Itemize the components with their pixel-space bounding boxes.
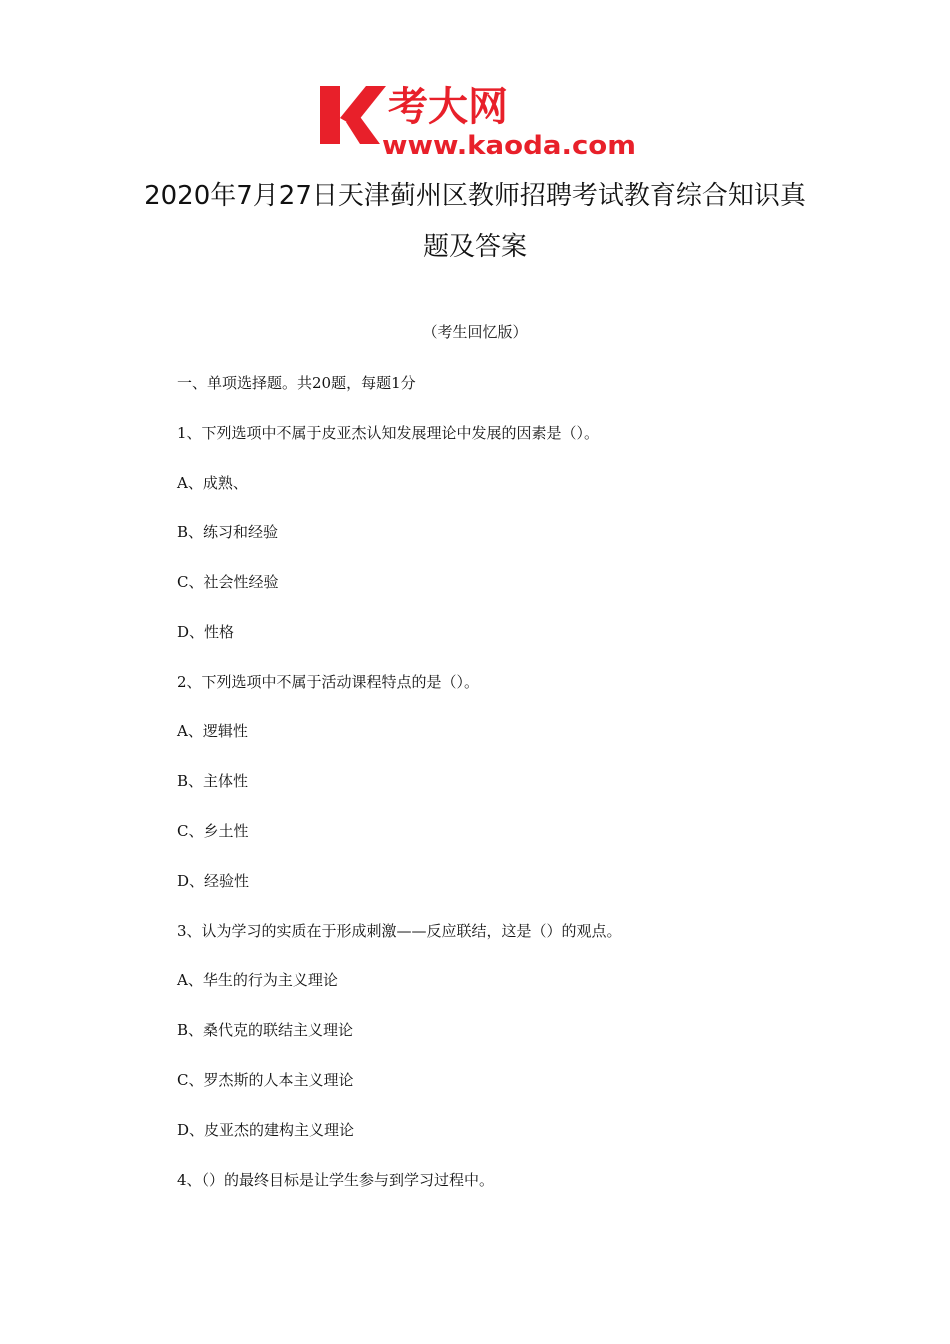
logo-url-text: www.kaoda.com <box>382 131 636 158</box>
q1-option-b: B、练习和经验 <box>177 523 279 541</box>
q2-option-d: D、经验性 <box>177 872 250 890</box>
q1-option-c: C、社会性经验 <box>177 573 279 591</box>
question-4: 4、（）的最终目标是让学生参与到学习过程中。 <box>177 1171 495 1189</box>
document-title-line-2: 题及答案 <box>422 232 527 262</box>
section-heading: 一、单项选择题。共20题，每题1分 <box>177 374 416 392</box>
question-3: 3、认为学习的实质在于形成刺激——反应联结，这是（）的观点。 <box>177 922 622 940</box>
q3-option-a: A、华生的行为主义理论 <box>177 971 338 989</box>
q2-option-a: A、逻辑性 <box>177 722 248 740</box>
q2-option-c: C、乡土性 <box>177 822 249 840</box>
question-1: 1、下列选项中不属于皮亚杰认知发展理论中发展的因素是（）。 <box>177 424 600 442</box>
q3-option-b: B、桑代克的联结主义理论 <box>177 1021 354 1039</box>
q2-option-b: B、主体性 <box>177 772 249 790</box>
document-subtitle: （考生回忆版） <box>422 323 528 341</box>
q3-option-d: D、皮亚杰的建构主义理论 <box>177 1121 355 1139</box>
q1-option-a: A、成熟、 <box>177 474 248 492</box>
q1-option-d: D、性格 <box>177 623 235 641</box>
question-2: 2、下列选项中不属于活动课程特点的是（）。 <box>177 673 480 691</box>
logo-brand-text: 考大网 <box>388 84 508 130</box>
document-title-line-1: 2020年7月27日天津蓟州区教师招聘考试教育综合知识真 <box>144 181 806 211</box>
kaoda-logo <box>318 80 638 158</box>
kaoda-logo-graphic <box>318 80 638 158</box>
q3-option-c: C、罗杰斯的人本主义理论 <box>177 1071 354 1089</box>
